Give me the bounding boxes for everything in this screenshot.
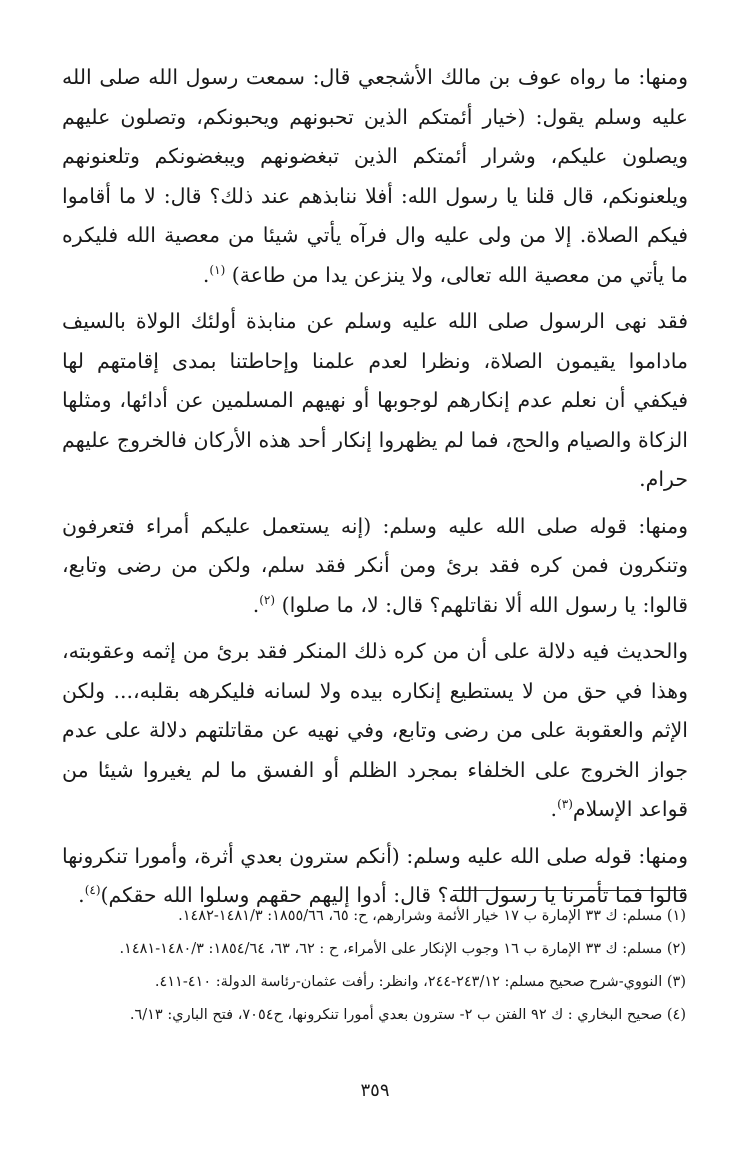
footnote-divider xyxy=(453,890,686,891)
footnotes xyxy=(62,903,686,1035)
paragraph-text: والحديث فيه دلالة على أن من كره ذلك المنكر فقد برئ من إثمه وعقوبته، وهذا في حق من لا يستطيع إنكاره بيده ولا لسانه فليكرهه بقلبه،... ولكن الإثم والعقوبة على من رضى وتابع، وفي نهيه عن مقاتلتهم دلالة على عدم جواز الخروج على الخلفاء بمجرد الظلم أو الفسق ما لم يغيروا شيئا من قواعد الإسلام xyxy=(62,639,688,821)
page-number: ٣٥٩ xyxy=(360,1080,390,1101)
paragraph-text: فقد نهى الرسول صلى الله عليه وسلم عن منابذة أولئك الولاة بالسيف ماداموا يقيمون الصلاة، ونظرا لعدم علمنا وإحاطتنا بمدى إقامتهم لها فيكفي أن نعلم عدم إنكارهم لوجوبها أو نهيهم المسلمين عن أدائها، ومثلها الزكاة والصيام والحج، فما لم يظهروا إنكار أحد هذه الأركان فالخروج عليهم حرام. xyxy=(62,309,688,491)
paragraph: والحديث فيه دلالة على أن من كره ذلك المنكر فقد برئ من إثمه وعقوبته، وهذا في حق من لا يستطيع إنكاره بيده ولا لسانه فليكرهه بقلبه،... ولكن الإثم والعقوبة على من رضى وتابع، وفي نهيه عن مقاتلتهم دلالة على عدم جواز الخروج على الخلفاء بمجرد الظلم أو الفسق ما لم يغيروا شيئا من قواعد الإسلام$^{(٣)}$. xyxy=(62,639,688,821)
footnote: (٢) مسلم: ك ٣٣ الإمارة ب ١٦ وجوب الإنكار على الأمراء، ح : ٦٢، ٦٣، ١٨٥٤/٦٤: ١٤٨٠/٣-١٤٨١. xyxy=(119,941,686,957)
footnote-ref: (٤) xyxy=(84,883,101,898)
paragraph: ومنها: قوله صلى الله عليه وسلم: (إنه يستعمل عليكم أمراء فتعرفون وتنكرون فمن كره فقد برئ ومن أنكر فقد سلم، ولكن من رضى وتابع، قالوا: يا رسول الله ألا نقاتلهم؟ قال: لا، ما صلوا) $^{(٢)}$. xyxy=(62,513,688,617)
footnote: (٣) النووي-شرح صحيح مسلم: ٢٤٣/١٢-٢٤٤، وانظر: رأفت عثمان-رئاسة الدولة: ٤١٠-٤١١. xyxy=(154,974,686,990)
footnote-ref: (٣) xyxy=(557,797,573,812)
paragraph-text: ومنها: قوله صلى الله عليه وسلم: (أنكم سترون بعدي أثرة، وأمورا تنكرونها قالوا فما تأمرنا يا رسول الله؟ قال: أدوا إليهم حقهم وسلوا الله حقكم) xyxy=(62,843,688,907)
paragraph: ومنها: قوله صلى الله عليه وسلم: (أنكم سترون بعدي أثرة، وأمورا تنكرونها قالوا فما تأمرنا يا رسول الله؟ قال: أدوا إليهم حقهم وسلوا الله حقكم)$^{(٤)}$. xyxy=(62,843,688,907)
main-text xyxy=(62,58,688,923)
paragraph xyxy=(62,302,688,500)
footnote: (٤) صحيح البخاري : ك ٩٢ الفتن ب ٢- سترون بعدي أمورا تنكرونها، ح٧٠٥٤، فتح الباري: ٦/١٣. xyxy=(129,1007,686,1023)
paragraph-text: ومنها: ما رواه عوف بن مالك الأشجعي قال: سمعت رسول الله صلى الله عليه وسلم يقول: (خيار أئمتكم الذين تحبونهم ويحبونكم، وتصلون عليهم ويصلون عليكم، وشرار أئمتكم الذين تبغضونهم ويبغضونكم وتلعنونهم ويلعنونكم، قال قلنا يا رسول الله: أفلا ننابذهم عند ذلك؟ قال: لا ما أقاموا فيكم الصلاة. إلا من ولى عليه وال فرآه يأتي شيئا من معصية الله فليكره ما يأتي من معصية الله تعالى، ولا ينزعن يدا من طاعة) xyxy=(62,65,688,287)
footnote: (١) مسلم: ك ٣٣ الإمارة ب ١٧ خيار الأئمة وشرارهم، ح: ٦٥، ١٨٥٥/٦٦: ١٤٨١/٣-١٤٨٢. xyxy=(178,908,686,924)
footnote-ref: (٢) xyxy=(259,592,276,607)
paragraph-text: ومنها: قوله صلى الله عليه وسلم: (إنه يستعمل عليكم أمراء فتعرفون وتنكرون فمن كره فقد برئ ومن أنكر فقد سلم، ولكن من رضى وتابع، قالوا: يا رسول الله ألا نقاتلهم؟ قال: لا، ما صلوا) xyxy=(62,513,688,617)
footnote-ref: (١) xyxy=(209,262,226,277)
paragraph: ومنها: ما رواه عوف بن مالك الأشجعي قال: سمعت رسول الله صلى الله عليه وسلم يقول: (خيار أئمتكم الذين تحبونهم ويحبونكم، وتصلون عليهم ويصلون عليكم، وشرار أئمتكم الذين تبغضونهم ويبغضونكم وتلعنونهم ويلعنونكم، قال قلنا يا رسول الله: أفلا ننابذهم عند ذلك؟ قال: لا ما أقاموا فيكم الصلاة. إلا من ولى عليه وال فرآه يأتي شيئا من معصية الله فليكره ما يأتي من معصية الله تعالى، ولا ينزعن يدا من طاعة) $^{(١)}$. xyxy=(62,65,688,287)
